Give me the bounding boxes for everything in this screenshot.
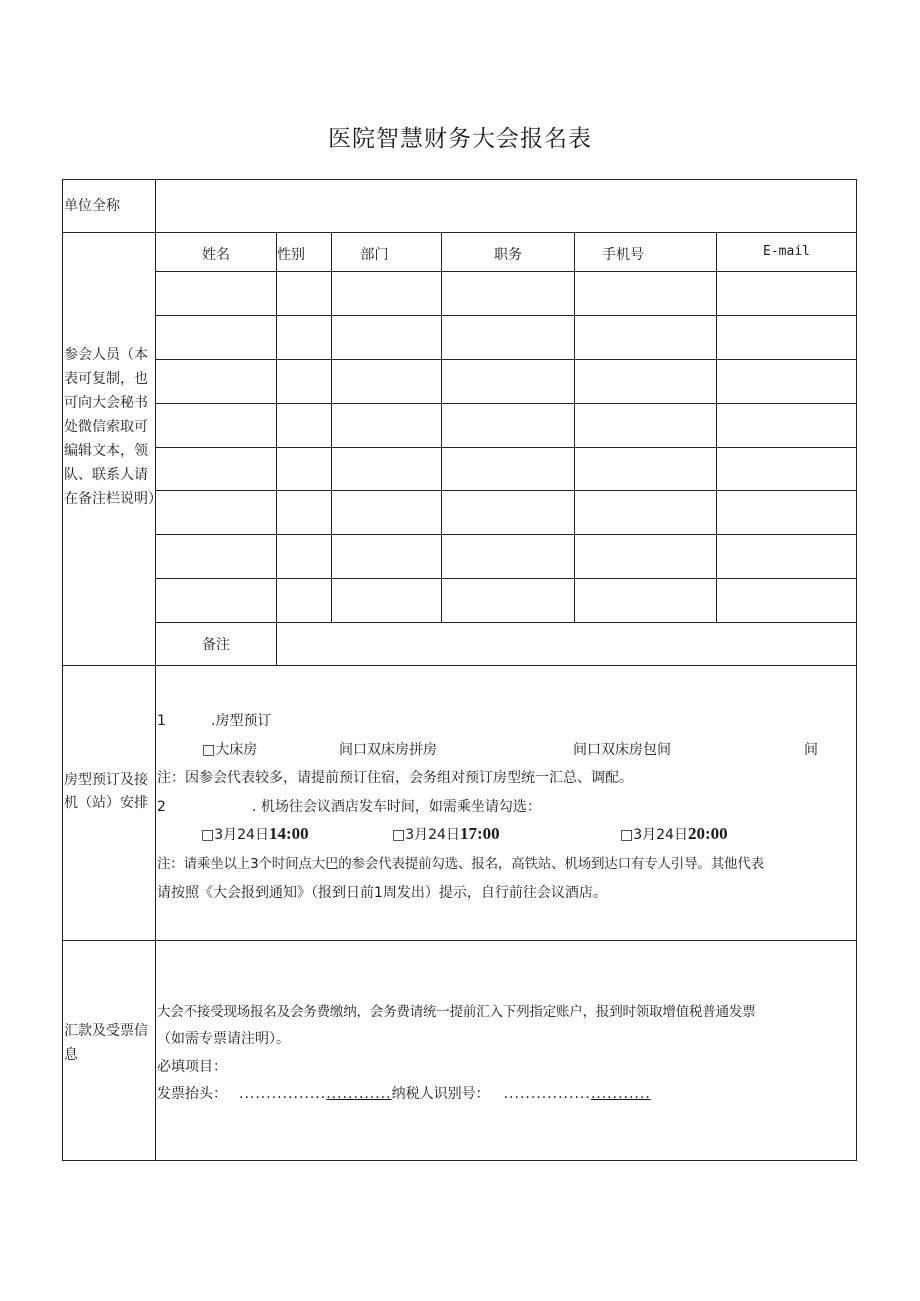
item1-number: 1 [157, 713, 166, 729]
bus-option-2000[interactable] [620, 825, 728, 844]
room-option-twin-shared[interactable]: 间口双床房拼房 [339, 742, 437, 758]
tax-id-label: 纳税人识别号： [391, 1086, 490, 1102]
item2-title: . 机场往会议酒店发车时间，如需乘坐请勾选： [252, 799, 541, 815]
item2-number: 2 [157, 799, 166, 815]
payment-line2: （如需专票请注明）。 [157, 1031, 290, 1047]
tax-id-field-underlined[interactable]: ........... [590, 1086, 651, 1102]
bus-time: 14:00 [268, 824, 309, 843]
col-gender-header: 性别 [277, 247, 305, 263]
room-option-unit: 间 [804, 742, 818, 758]
invoice-title-label: 发票抬头： [157, 1086, 227, 1102]
room-option-twin-private[interactable]: 间口双床房包间 [573, 742, 671, 758]
bus-note-line1: 注：请乘坐以上3个时间点大巴的参会代表提前勾选、报名，高铁站、机场到达口有专人引导。其他代表 [157, 856, 764, 872]
remark-label: 备注 [202, 637, 230, 653]
checkbox-icon: □ [620, 827, 634, 843]
bus-date: 3月24日 [214, 827, 269, 843]
unit-label: 单位全称 [64, 198, 120, 214]
col-email-header: E-mail [763, 244, 810, 259]
payment-label: 汇款及受票信息 [64, 1023, 148, 1063]
col-name-header: 姓名 [202, 247, 230, 263]
payment-line1: 大会不接受现场报名及会务费缴纳，会务费请统一提前汇入下列指定账户，报到时领取增值税普通发票 [157, 1004, 756, 1020]
bus-date: 3月24日 [405, 827, 460, 843]
bus-option-1400[interactable] [201, 825, 309, 844]
room-arrangement-label: 房型预订及接机（站）安排 [64, 772, 148, 811]
checkbox-icon: □ [201, 827, 215, 843]
bus-note-line2: 请按照《大会报到通知》（报到日前1周发出）提示，自行前往会议酒店。 [157, 885, 607, 901]
invoice-title-field-underlined[interactable]: ............ [326, 1086, 392, 1102]
invoice-title-field[interactable]: ................ [239, 1086, 327, 1102]
bus-time: 17:00 [459, 824, 500, 843]
room-option-king[interactable]: □大床房 [202, 742, 258, 758]
tax-id-field[interactable]: ................ [503, 1086, 591, 1102]
attendees-label: 参会人员（本表可复制，也可向大会秘书处微信索取可编辑文本，领队、联系人请在备注栏说明） [64, 347, 162, 507]
bus-option-1700[interactable] [392, 825, 500, 844]
room-note: 注：因参会代表较多，请提前预订住宿，会务组对预订房型统一汇总、调配。 [157, 770, 633, 786]
required-items-label: 必填项目： [157, 1059, 227, 1075]
item1-title: .房型预订 [211, 713, 272, 729]
checkbox-icon: □ [392, 827, 406, 843]
page-title: 医院智慧财务大会报名表 [328, 126, 592, 152]
col-phone-header: 手机号 [602, 247, 644, 263]
col-position-header: 职务 [494, 247, 522, 263]
invoice-row [157, 1085, 651, 1103]
bus-date: 3月24日 [633, 827, 688, 843]
col-department-header: 部门 [360, 247, 389, 263]
bus-time: 20:00 [687, 824, 728, 843]
